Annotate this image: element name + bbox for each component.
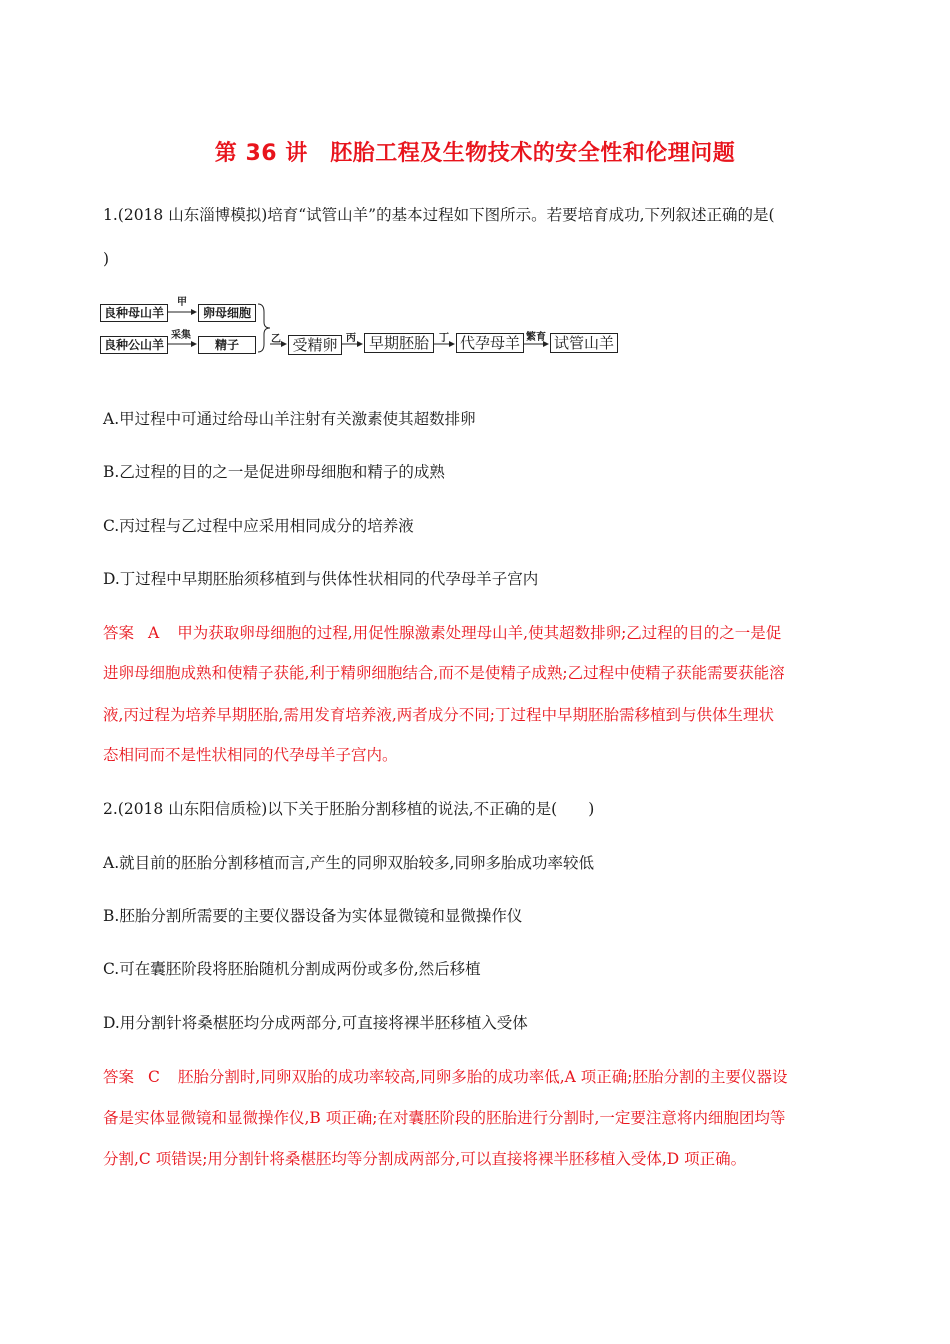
box-female-goat: 良种母山羊 — [100, 304, 168, 322]
q2-option-a: A.就目前的胚胎分割移植而言,产生的同卵双胎较多,同卵多胎成功率较低 — [103, 854, 594, 872]
q1-answer-line4: 态相同而不是性状相同的代孕母羊子宫内。 — [103, 746, 398, 764]
answer-label: 答案 — [103, 1068, 135, 1086]
box-oocyte: 卵母细胞 — [198, 304, 256, 322]
q1-process-diagram — [100, 296, 620, 360]
q1-option-c: C.丙过程与乙过程中应采用相同成分的培养液 — [103, 517, 414, 535]
label-step-yi: 乙 — [271, 334, 281, 345]
q1-option-b: B.乙过程的目的之一是促进卵母细胞和精子的成熟 — [103, 463, 445, 481]
q1-answer-line2: 进卵母细胞成熟和使精子获能,利于精卵细胞结合,而不是使精子成熟;乙过程中使精子获能需要获能溶 — [103, 664, 785, 682]
label-step-jia: 甲 — [177, 297, 187, 308]
q1-answer-line1 — [103, 622, 781, 644]
answer-label: 答案 — [103, 624, 135, 642]
q1-stem-line2: ) — [103, 250, 110, 268]
q2-answer-line1 — [103, 1066, 788, 1088]
q1-option-a: A.甲过程中可通过给母山羊注射有关激素使其超数排卵 — [103, 410, 476, 428]
label-step-bing: 丙 — [346, 333, 356, 344]
q2-answer-line3: 分割,C 项错误;用分割针将桑椹胚均等分割成两部分,可以直接将裸半胚移植入受体,D 项正确。 — [103, 1150, 747, 1168]
q2-stem: 2.(2018 山东阳信质检)以下关于胚胎分割移植的说法,不正确的是( ) — [103, 800, 595, 818]
q2-option-b: B.胚胎分割所需要的主要仪器设备为实体显微镜和显微操作仪 — [103, 907, 523, 925]
label-step-fanyu: 繁育 — [526, 332, 546, 343]
box-fertilized-egg: 受精卵 — [288, 335, 342, 355]
q1-stem-line1: 1.(2018 山东淄博模拟)培育“试管山羊”的基本过程如下图所示。若要培育成功,下列叙述正确的是( — [103, 206, 775, 224]
page-title: 第 36 讲 胚胎工程及生物技术的安全性和伦理问题 — [214, 141, 736, 166]
answer-text: 胚胎分割时,同卵双胎的成功率较高,同卵多胎的成功率低,A 项正确;胚胎分割的主要仪器设 — [177, 1068, 788, 1086]
box-surrogate: 代孕母羊 — [456, 333, 524, 353]
box-sperm: 精子 — [198, 336, 256, 354]
answer-option: C — [148, 1068, 160, 1086]
q2-answer-line2: 备是实体显微镜和显微操作仪,B 项正确;在对囊胚阶段的胚胎进行分割时,一定要注意将内细胞团均等 — [103, 1109, 786, 1127]
box-early-embryo: 早期胚胎 — [364, 333, 434, 353]
label-step-ding: 丁 — [439, 333, 449, 344]
answer-text: 甲为获取卵母细胞的过程,用促性腺激素处理母山羊,使其超数排卵;乙过程的目的之一是促 — [177, 624, 782, 642]
q2-option-d: D.用分割针将桑椹胚均分成两部分,可直接将裸半胚移植入受体 — [103, 1014, 528, 1032]
box-test-tube-goat: 试管山羊 — [550, 333, 618, 353]
q1-option-d: D.丁过程中早期胚胎须移植到与供体性状相同的代孕母羊子宫内 — [103, 570, 539, 588]
box-male-goat: 良种公山羊 — [100, 336, 168, 354]
answer-option: A — [148, 624, 160, 642]
q2-option-c: C.可在囊胚阶段将胚胎随机分割成两份或多份,然后移植 — [103, 960, 481, 978]
label-step-caiji: 采集 — [171, 330, 191, 341]
q1-answer-line3: 液,丙过程为培养早期胚胎,需用发育培养液,两者成分不同;丁过程中早期胚胎需移植到与供体生理状 — [103, 706, 775, 724]
